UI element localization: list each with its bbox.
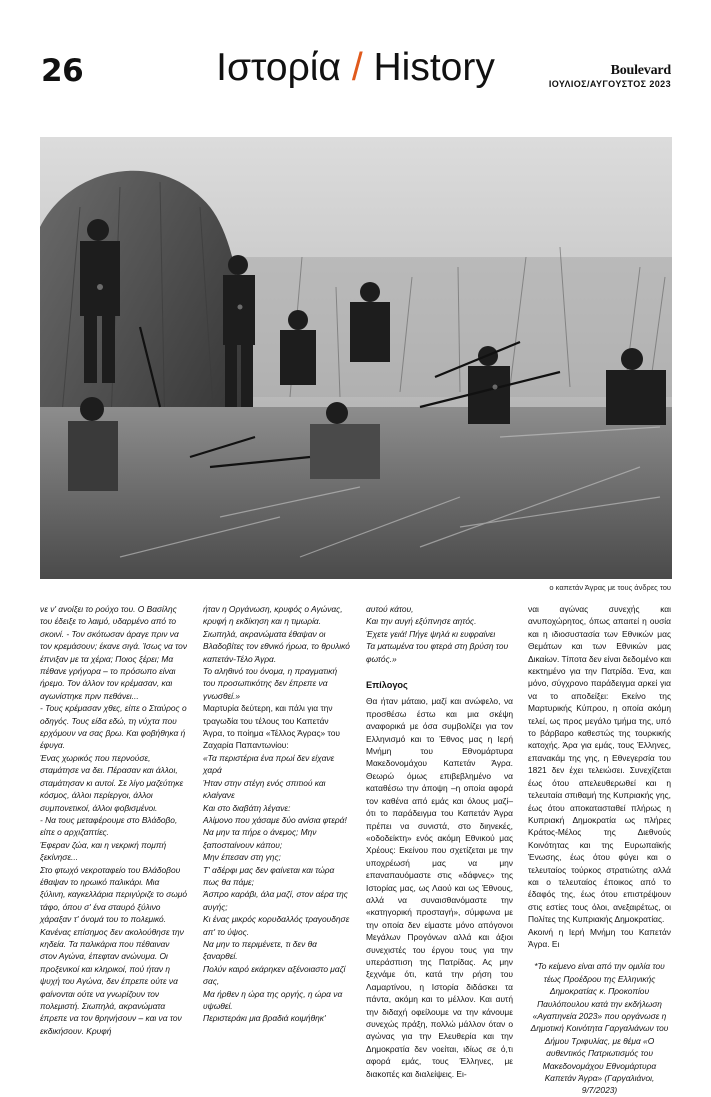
poem-line: Μην έπεσαν στη γης; xyxy=(203,852,281,863)
col1-paragraph: Στο φτωχό νεκροταφείο του Βλάδοβου έθαψαν το ηρωικό παλικάρι. Μια ξύλινη, καγκελλάρια περιγύριζε το σωμό τάφο, όπου σ' ένα σταυρό ξύλινο χάραξαν τ' όνομά του το πολεμικό. xyxy=(40,864,187,925)
col1-paragraph: νε ν' ανοίξει το ρούχο του. Ο Βασίλης του έδειξε το λαιμό, υδαρμένο από το σκοινί. - Τον σκότωσαν άραγε πριν να τον κρεμάσουν; έκανε σιγά. Ίσως να τον έπνιξαν με τα χέρια; Ποιος ξέρει; Μα πέθανε γρήγορα – το πρόσωπο είναι ήρεμο. Τον άλλον τον κρέμασαν, και αγωνίστηκε πριν πεθάνει... xyxy=(40,604,188,701)
photo-caption: ο καπετάν Άγρας με τους άνδρες του xyxy=(549,583,671,592)
col2-prose: Μαρτυρία δεύτερη, και πάλι για την τραγωδία του τέλους του Καπετάν Άγρα, το ποίημα «Τέλλος Άγρας» του Ζαχαρία Παπαντωνίου: xyxy=(203,703,340,751)
poem-line: Περιστεράκι μια βραδιά κοιμήθηκ' xyxy=(203,1013,326,1024)
col2-prose: ήταν η Οργάνωση, κρυφός ο Αγώνας, κρυφή η εκδίκηση και η τιμωρία. xyxy=(203,604,343,627)
col1-paragraph: Έφεραν ζώα, και η νεκρική πομπή ξεκίνησε... xyxy=(40,839,167,863)
poem-line: Τα ματωμένα του φτερά στη βρύση του φωτός.» xyxy=(366,641,509,664)
poem-line: «Τα περιστέρια ένα πρωί δεν είχανε χαρά xyxy=(203,752,335,776)
column-2 xyxy=(203,603,350,1025)
col1-paragraph: - Τους κρέμασαν χθες, είπε ο Σταύρος ο οδηγός. Τους είδα εδώ, τη νύχτα που ερχόμουν να σας βρω. Και φοβήθηκα ή έφυγα. xyxy=(40,703,187,751)
poem-line: Πολύν καιρό εκάρηκεν αξένοιαστο μαζί σας, xyxy=(203,963,346,987)
poem-line: Και την αυγή εξύπνησε αητός. xyxy=(366,616,477,627)
section-title-slash: / xyxy=(351,46,363,89)
poem-line: Κι ένας μικρός κορυδαλλός τραγουδησε απ' το ύψος. xyxy=(203,914,350,937)
poem-line: Άσπρο καράβι, άλα μαζί, στον αέρα της αυγής; xyxy=(203,889,348,912)
col1-paragraph: Ένας χωρικός που περνούσε, σταμάτησε να δει. Πέρασαν και άλλοι, σταμάτησαν κι αυτοί. Σε λίγο μαζεύτηκε κόσμος, άλλοι περίεργοι, άλλοι συμπονετικοί, άλλοι φοβισμένοι. xyxy=(40,752,184,813)
magazine-name: Boulevard xyxy=(610,63,671,78)
poem-line: αυτού κάτου, xyxy=(366,604,414,614)
column-1 xyxy=(40,603,187,1037)
historical-photo xyxy=(40,137,672,579)
issue-date: ΙΟΥΛΙΟΣ/ΑΥΓΟΥΣΤΟΣ 2023 xyxy=(548,79,671,89)
poem-line: Να μην το περιμένετε, τι δεν θα ξαναρθεί. xyxy=(203,938,317,962)
epilogue-heading: Επίλογος xyxy=(366,680,408,691)
poem-line: Έχετε γειά! Πήγε ψηλά κι ευφραίνει xyxy=(366,628,496,639)
col1-paragraph: Κανένας επίσημος δεν ακολούθησε την κηδεία. Τα παλικάρια που πέθαιναν στον Αγώνα, έπεφταν ανώνυμα. Οι προξενικοί και κληρικοί, πού ήταν η ψυχή του Αγώνα, δεν έπρεπε ούτε να φαίνονται ούτε να γνωρίζουν τον πολεμιστή. Σιωπηλά, ακρανώματα έπρεπε να τον θρηνήσουν – και να τον εκδικήσουν. Κρυφή xyxy=(40,926,184,1036)
col4-text: ναι αγώνας συνεχής και ανυποχώρητος, όπως απαιτεί η ουσία και η ιδιοσυστασία των Εθνικών μας Θεμάτων και των Εθνικών μας Δικαίων. Τίποτα δεν είναι δεδομένο και κεκτημένο για την Πατρίδα. Ένα, και μόνο, σύγχρονο παράδειγμα αρκεί για να το αποδείξει: Εκείνο της Μαρτυρικής Κύπρου, η οποία ακόμη τελεί, ως προς μεγάλο τμήμα της, υπό το βάρβαρο καθεστώς της τουρκικής κατοχής. Άρα για εμάς, τους Έλληνες, επανακάμ της γης, η Εθνεγερσία του 1821 δεν έχει τελειώσει. Συνεχίζεται έως ότου απελευθερωθεί και η τελευταία σπιθαμή της Κυπριακής γης, έως ότου αποκατασταθεί πλήρως η Κυπριακή Δημοκρατία ως πλήρες Κράτος-Μέλος της Διεθνούς Κοινότητας και της Ευρωπαϊκής Ένωσης, έως ότου φύγει και ο τελευταίος τούρκος στρατιώτης αλλά και ο τελευταίος έποικος από το έδαφός της, έως ότου επιστρέψουν στις εστίες τους όλοι, ανεξαιρέτως, οι Πολίτες της Κυπριακής Δημοκρατίας. xyxy=(528,604,671,925)
masthead xyxy=(549,64,671,89)
section-title-english: History xyxy=(373,46,495,89)
section-title-greek: Ιστορία xyxy=(216,46,341,89)
poem-line: Ήταν στην στέγη ενός σπιτιού και κλαίγανε xyxy=(203,777,326,801)
col4-closing: Ακοινή η Ιερή Μνήμη του Καπετάν Άγρα. Ει xyxy=(528,926,671,949)
col2-prose: Το αληθινό του όνομα, η πραγματική του προσωπικότης δεν έπρεπε να γνωσθεί.» xyxy=(203,666,338,701)
epilogue-text: Θα ήταν μάταιο, μαζί και ανώφελο, να προσθέσω έστω και μια σκέψη αναφορικά με όσα συμβολίζει για τον Ελληνισμό και το Έθνος μας η Ιερή Μνήμη του Εθνομάρτυρα Μακεδονομάχου Καπετάν Άγρα. Θεωρώ όμως επιβεβλημένο να καταθέσω την άποψη –η οποία αφορά τον καθένα από εμάς και όλους μαζί– ότι το παράδειγμα του Καπετάν Άγρα πρέπει να συνιστά, στο διηνεκές, «οδοδείκτη» ενός ακόμη Εθνικού μας Χρέους: Εκείνου που σχετίζεται με την υποχρέωσή μας να μην επαναπαυόμαστε στις «δάφνες» της Ιστορίας μας, ως Λαού και ως Έθνους, αλλά να συναισθανόμαστε την «κατηγορική προσταγή», σύμφωνα με την οποία δεν είμαστε μόνο απόγονοι Μεγάλων Προγόνων αλλά και άξιοι συνεχιστές του έργου τους για την υπεράσπιση της Πατρίδας. Ας μην ξεχνάμε ότι, κατά την ρήση του Λαμαρτίνου, η Ιστορία διδάσκει τα πάντα, ακόμη και το μέλλον. Και αυτή την διδαχή οφείλουμε να την κάνουμε συνεχώς πράξη, πολλώ μάλλον όταν ο αγώνας για την Ελευθερία και την Δημοκρατία δεν νοείται, ιδίως σε ό,τι αφορά εμάς, τους Έλληνες, με διακοπές και διαλείψεις. Ει- xyxy=(366,696,513,1079)
poem-line: Αλίμονο που χάσαμε δύο ανίσια φτερά! xyxy=(203,814,347,825)
footnote: *Το κείμενο είναι από την ομιλία του τέως Προέδρου της Ελληνικής Δημοκρατίας κ. Προκοπίου Παυλόπουλου κατά την εκδήλωση «Αγαπηνεία 2023» που οργάνωσε η Δημοτική Κοινότητα Γαργαλιάνων του Δήμου Τριφυλίας, με θέμα «Ο αυθεντικός Πατριωτισμός του Μακεδονομάχου Εθνομάρτυρα Καπετάν Άγρα» (Γαργαλιάνοι, 9/7/2023) xyxy=(530,961,669,1096)
col2-prose: Σιωπηλά, ακρανώματα έθαψαν οι Βλαδοβίτες τον εθνικό ήρωα, το θρυλικό καπετάν-Τέλο Άγρα. xyxy=(203,628,350,664)
poem-line: Και στο διαβάτη λέγανε: xyxy=(203,802,291,813)
col1-paragraph: - Να τους μεταφέρουμε στο Βλάδοβο, είπε ο αρχιζαπτίες. xyxy=(40,814,178,838)
poem-line: Να μην τα πήρε ο άνεμος; Μην ξαποσταίνουν κάπου; xyxy=(203,827,317,850)
column-4 xyxy=(528,603,671,1097)
poem-line: Μα ήρθεν η ώρα της οργής, η ώρα να υψωθεί. xyxy=(203,988,343,1011)
poem-line: Τ' αδέρφι μας δεν φαίνεται και τώρα πως θα πάμε; xyxy=(203,864,335,887)
column-3 xyxy=(366,603,513,1080)
page-number: 26 xyxy=(41,53,84,89)
